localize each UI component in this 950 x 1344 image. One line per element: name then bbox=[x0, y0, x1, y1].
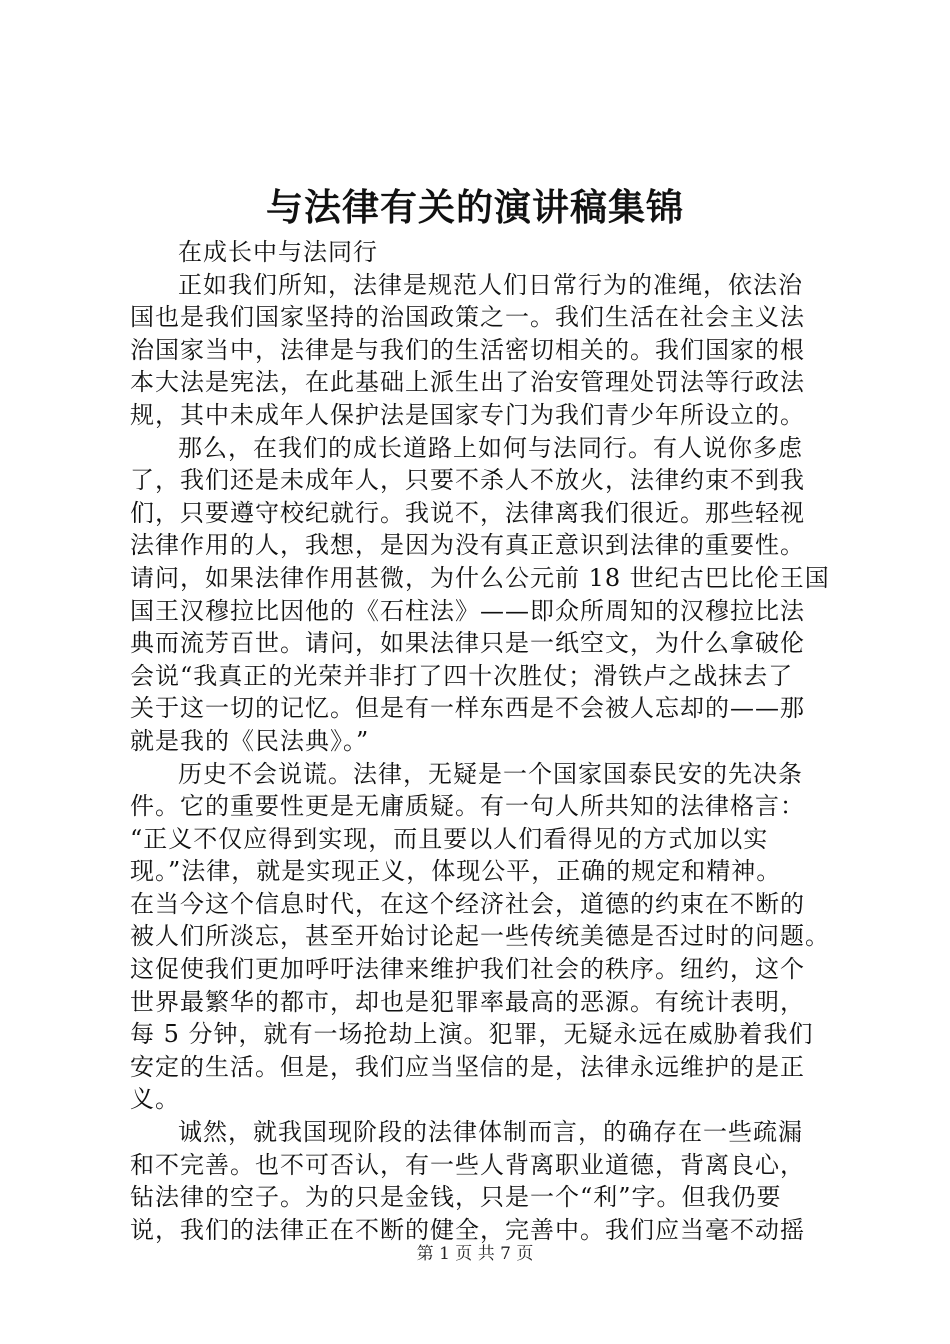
paragraph-2: 那么，在我们的成长道路上如何与法同行。有人说你多虑 了，我们还是未成年人，只要不杀人不放火，法律约束不到我 们，只要遵守校纪就行。我说不，法律离我们很近。那些轻视 法律作用的人，我想，是因为没有真正意识到法律的重要性。 请问，如果法律作用甚微，为什么公元前 18 世纪古巴比伦王国 国王汉穆拉比因他的《石柱法》——即众所周知的汉穆拉比法 典而流芳百世。请问，如果法律只是一纸空文，为什么拿破伦 会说“我真正的光荣并非打了四十次胜仗；滑铁卢之战抹去了 关于这一切的记忆。但是有一样东西是不会被人忘却的——那 就是我的《民法典》。” bbox=[130, 433, 830, 755]
paragraph-4: 诚然，就我国现阶段的法律体制而言，的确存在一些疏漏 和不完善。也不可否认，有一些人背离职业道德，背离良心， 钻法律的空子。为的只是金钱，只是一个“利”字。但我仍要 说，我们的法律正在不断的健全，完善中。我们应当毫不动摇 bbox=[130, 1118, 805, 1244]
paragraph-3: 历史不会说谎。法律，无疑是一个国家国泰民安的先决条 件。它的重要性更是无庸质疑。有一句人所共知的法律格言： “正义不仅应得到实现，而且要以人们看得见的方式加以实 现。”法律，就是实现正义，体现公平，正确的规定和精神。 在当今这个信息时代，在这个经济社会，道德的约束在不断的 被人们所淡忘，甚至开始讨论起一些传统美德是否过时的问题。 这促使我们更加呼吁法律来维护我们社会的秩序。纽约，这个 世界最繁华的都市，却也是犯罪率最高的恶源。有统计表明， 每 5 分钟，就有一场抢劫上演。犯罪，无疑永远在威胁着我们 安定的生活。但是，我们应当坚信的是，法律永远维护的是正 义。 bbox=[130, 759, 830, 1114]
document-title: 与法律有关的演讲稿集锦 bbox=[266, 186, 684, 229]
document-subtitle: 在成长中与法同行 bbox=[178, 238, 378, 266]
page-number-footer: 第 1 页 共 7 页 bbox=[416, 1244, 534, 1264]
document-body bbox=[130, 236, 830, 1246]
paragraph-1: 正如我们所知，法律是规范人们日常行为的准绳，依法治 国也是我们国家坚持的治国政策之一。我们生活在社会主义法 治国家当中，法律是与我们的生活密切相关的。我们国家的根 本大法是宪法，在此基础上派生出了治安管理处罚法等行政法 规，其中未成年人保护法是国家专门为我们青少年所设立的。 bbox=[130, 270, 805, 429]
